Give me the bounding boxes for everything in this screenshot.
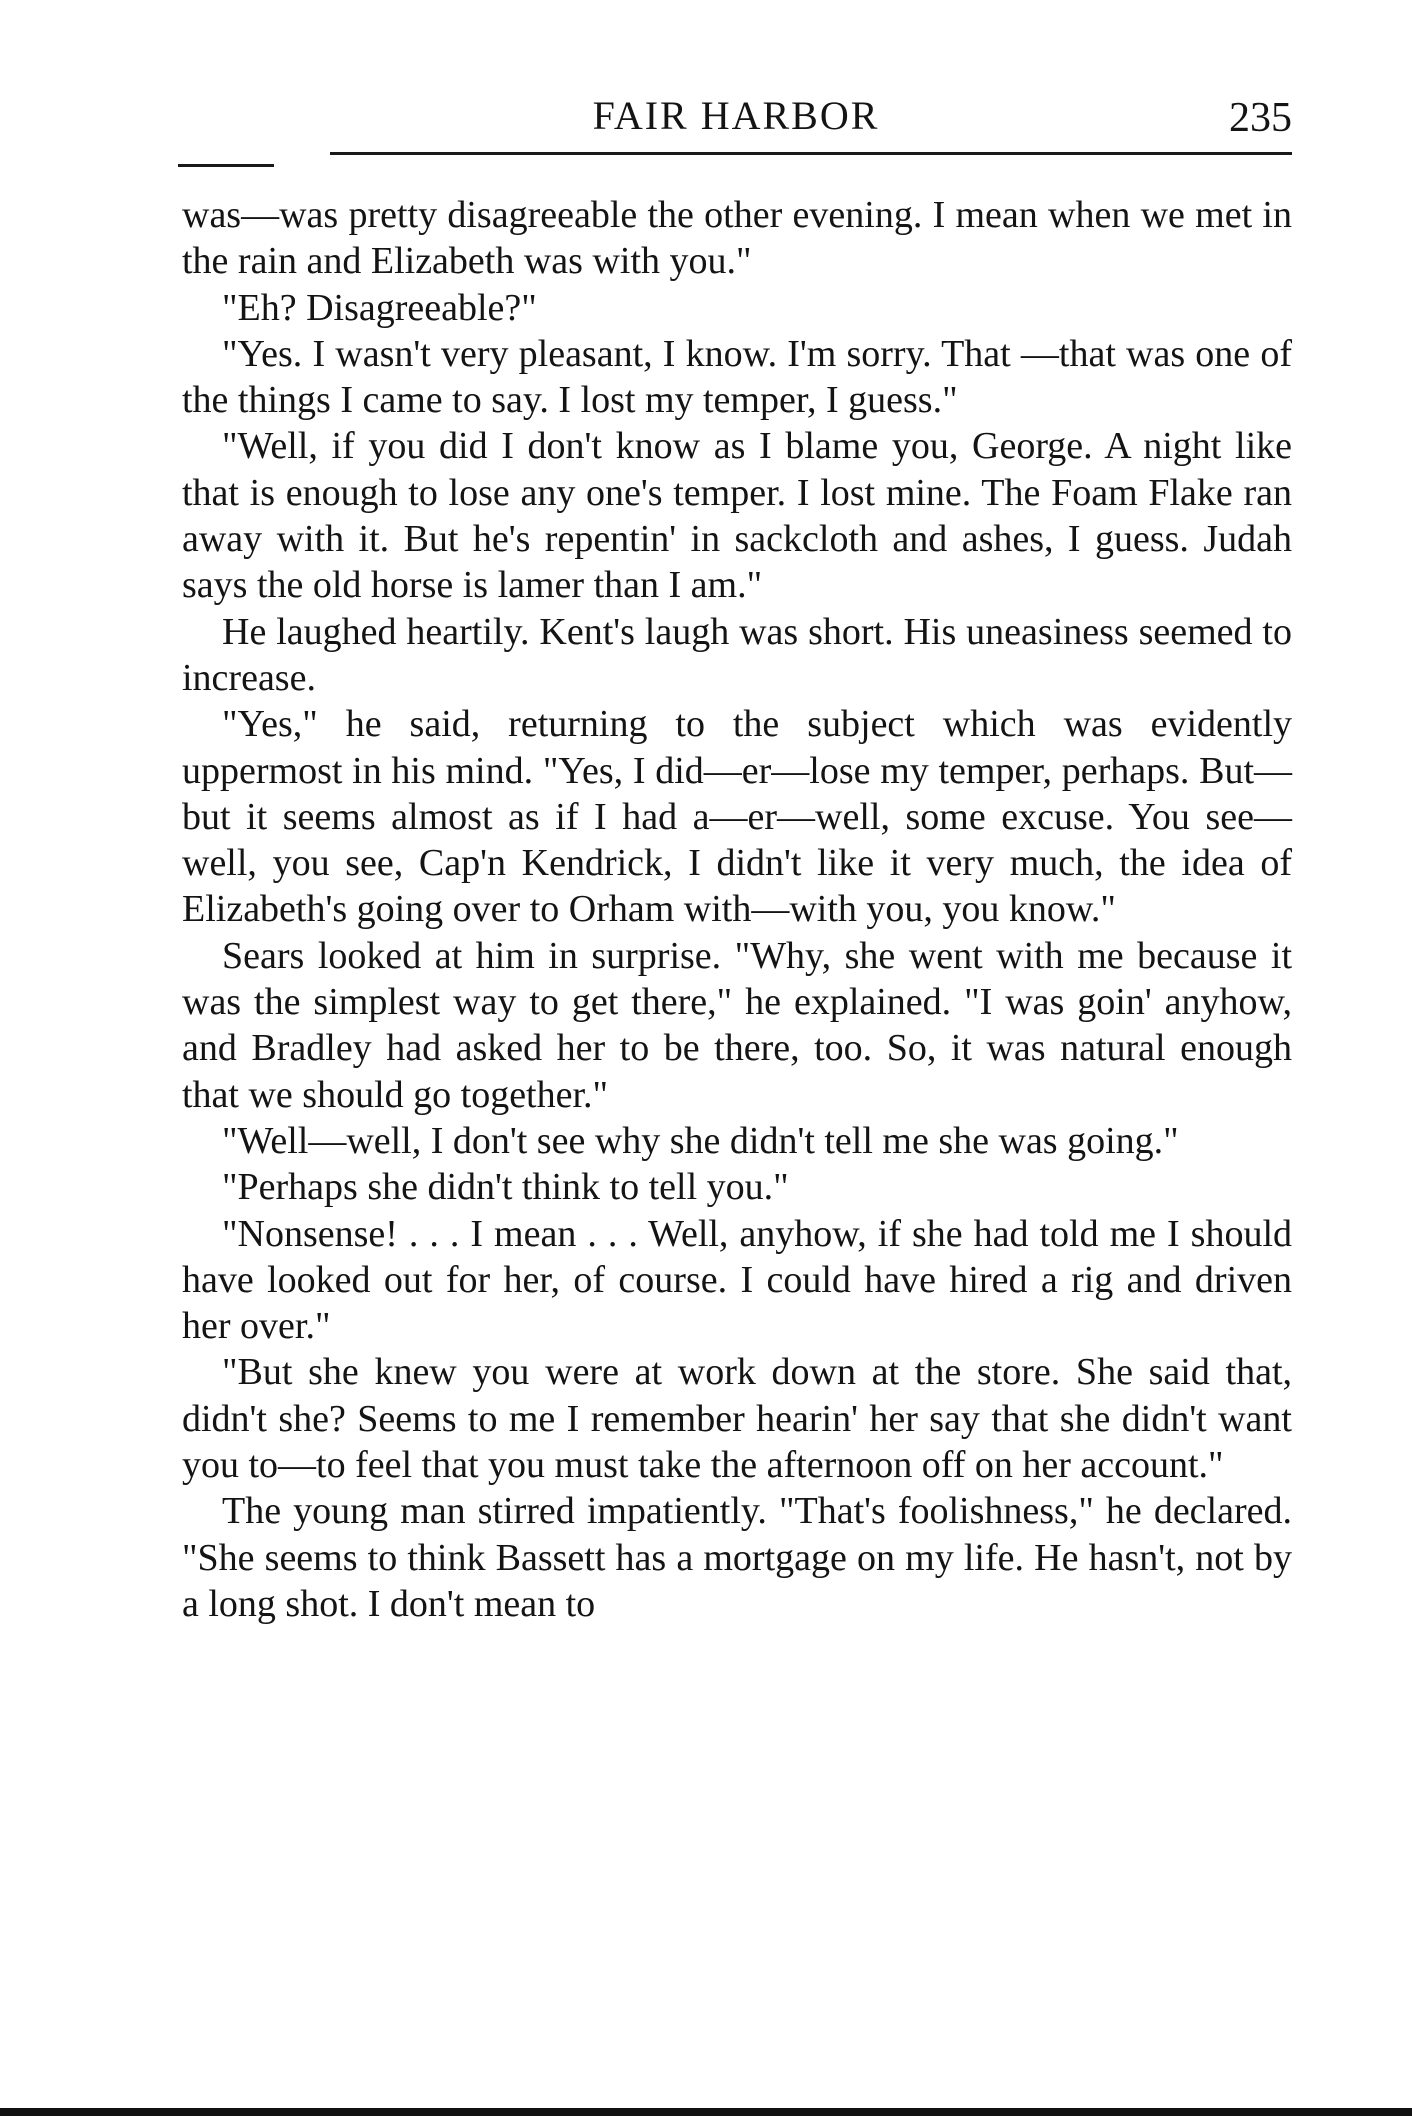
page-number: 235 xyxy=(1229,95,1292,141)
paragraph: Sears looked at him in surprise. "Why, she went with me because it was the simplest way to get there," he explained. "I was goin' anyhow, and Bradley had asked her to be there, too. So, it was natural enough that we should go together." xyxy=(182,934,1292,1116)
body-text xyxy=(182,192,1292,1627)
paragraph: "Yes. I wasn't very pleasant, I know. I'm sorry. That —that was one of the things I came to say. I lost my temper, I guess." xyxy=(182,332,1292,422)
paragraph: "Well—well, I don't see why she didn't tell me she was going." xyxy=(222,1119,1179,1162)
paragraph: The young man stirred impatiently. "That's foolishness," he declared. "She seems to think Bassett has a mortgage on my life. He hasn't, not by a long shot. I don't mean to xyxy=(182,1490,1292,1625)
paragraph: "Well, if you did I don't know as I blame you, George. A night like that is enough to lose any one's temper. I lost mine. The Foam Flake ran away with it. But he's repentin' in sackcloth and ashes, I guess. Judah says the old horse is lamer than I am." xyxy=(182,425,1292,607)
paragraph: was—was pretty disagreeable the other evening. I mean when we met in the rain and Elizabeth was with you." xyxy=(182,194,1292,283)
paragraph: "Eh? Disagreeable?" xyxy=(222,286,537,329)
paragraph: "Nonsense! . . . I mean . . . Well, anyhow, if she had told me I should have looked out for her, of course. I could have hired a rig and driven her over." xyxy=(182,1212,1292,1348)
scan-bottom-edge xyxy=(0,2108,1412,2116)
header-rule-long xyxy=(330,152,1292,155)
paragraph: "But she knew you were at work down at the store. She said that, didn't she? Seems to me I remember hearin' her say that she didn't want you to—to feel that you must take the afternoon off on her account." xyxy=(182,1351,1292,1487)
page-header xyxy=(180,92,1292,152)
running-title: FAIR HARBOR xyxy=(592,93,880,138)
paragraph: "Perhaps she didn't think to tell you." xyxy=(222,1166,789,1209)
header-rule-short xyxy=(178,164,274,167)
paragraph: He laughed heartily. Kent's laugh was short. His uneasiness seemed to increase. xyxy=(182,610,1292,699)
paragraph: "Yes," he said, returning to the subject which was evidently uppermost in his mind. "Yes, I did—er—lose my temper, perhaps. But—but it seems almost as if I had a—er—well, some excuse. You see—well, you see, Cap'n Kendrick, I didn't like it very much, the idea of Elizabeth's going over to Orham with—with you, you know." xyxy=(182,703,1292,931)
